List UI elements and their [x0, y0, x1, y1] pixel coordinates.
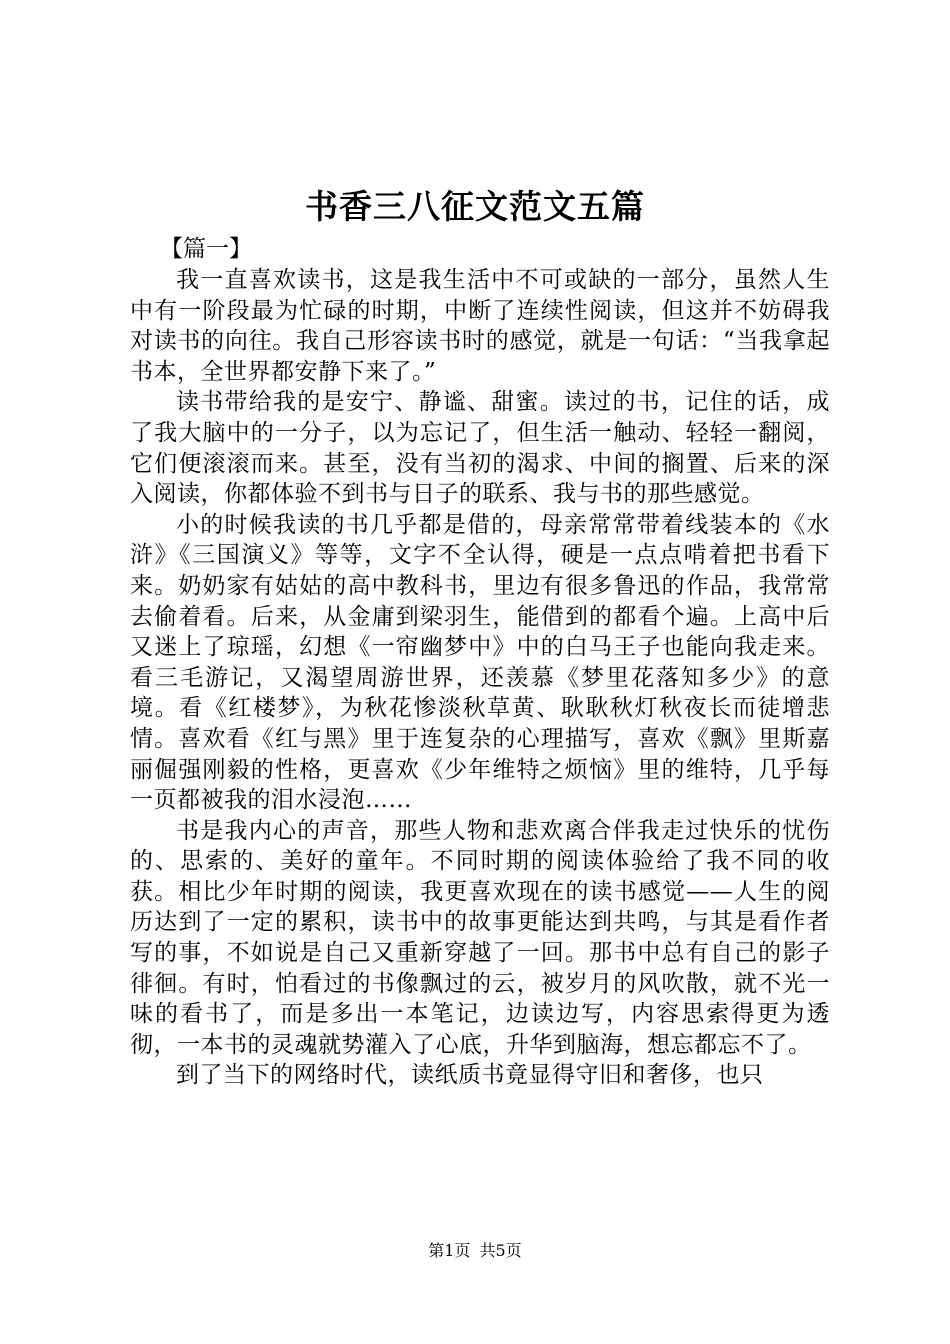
document-body	[130, 265, 830, 1091]
page-number: 第1页	[428, 1241, 471, 1260]
page-footer	[0, 1240, 950, 1262]
document-title: 书香三八征文范文五篇	[305, 187, 645, 226]
section-label: 【篇一】	[160, 236, 252, 262]
paragraph-3: 小的时候我读的书几乎都是借的，母亲常常带着线装本的《水浒》《三国演义》等等，文字不全认得，硬是一点点啃着把书看下来。奶奶家有姑姑的高中教科书，里边有很多鲁迅的作品，我常常去偷着看。后来，从金庸到梁羽生，能借到的都看个遍。上高中后又迷上了琼瑶，幻想《一帘幽梦中》中的白马王子也能向我走来。看三毛游记，又渴望周游世界，还羡慕《梦里花落知多少》的意境。看《红楼梦》，为秋花惨淡秋草黄、耿耿秋灯秋夜长而徒增悲情。喜欢看《红与黑》里于连复杂的心理描写，喜欢《飘》里斯嘉丽倔强刚毅的性格，更喜欢《少年维特之烦恼》里的维特，几乎每一页都被我的泪水浸泡……	[130, 511, 830, 814]
paragraph-1: 我一直喜欢读书，这是我生活中不可或缺的一部分，虽然人生中有一阶段最为忙碌的时期，中断了连续性阅读，但这并不妨碍我对读书的向往。我自己形容读书时的感觉，就是一句话：“当我拿起书本，全世界都安静下来了。”	[130, 267, 830, 385]
paragraph-5: 到了当下的网络时代，读纸质书竟显得守旧和奢侈，也只	[176, 1062, 764, 1089]
page-total: 共5页	[479, 1241, 522, 1260]
paragraph-2: 读书带给我的是安宁、静谧、甜蜜。读过的书，记住的话，成了我大脑中的一分子，以为忘记了，但生活一触动、轻轻一翻阅，它们便滚滚而来。甚至，没有当初的渴求、中间的搁置、后来的深入阅读，你都体验不到书与日子的联系、我与书的那些感觉。	[130, 389, 830, 508]
paragraph-4: 书是我内心的声音，那些人物和悲欢离合伴我走过快乐的忧伤的、思索的、美好的童年。不同时期的阅读体验给了我不同的收获。相比少年时期的阅读，我更喜欢现在的读书感觉——人生的阅历达到了一定的累积，读书中的故事更能达到共鸣，与其是看作者写的事，不如说是自己又重新穿越了一回。那书中总有自己的影子徘徊。有时，怕看过的书像飘过的云，被岁月的风吹散，就不光一味的看书了，而是多出一本笔记，边读边写，内容思索得更为透彻，一本书的灵魂就势灌入了心底，升华到脑海，想忘都忘不了。	[130, 817, 830, 1058]
